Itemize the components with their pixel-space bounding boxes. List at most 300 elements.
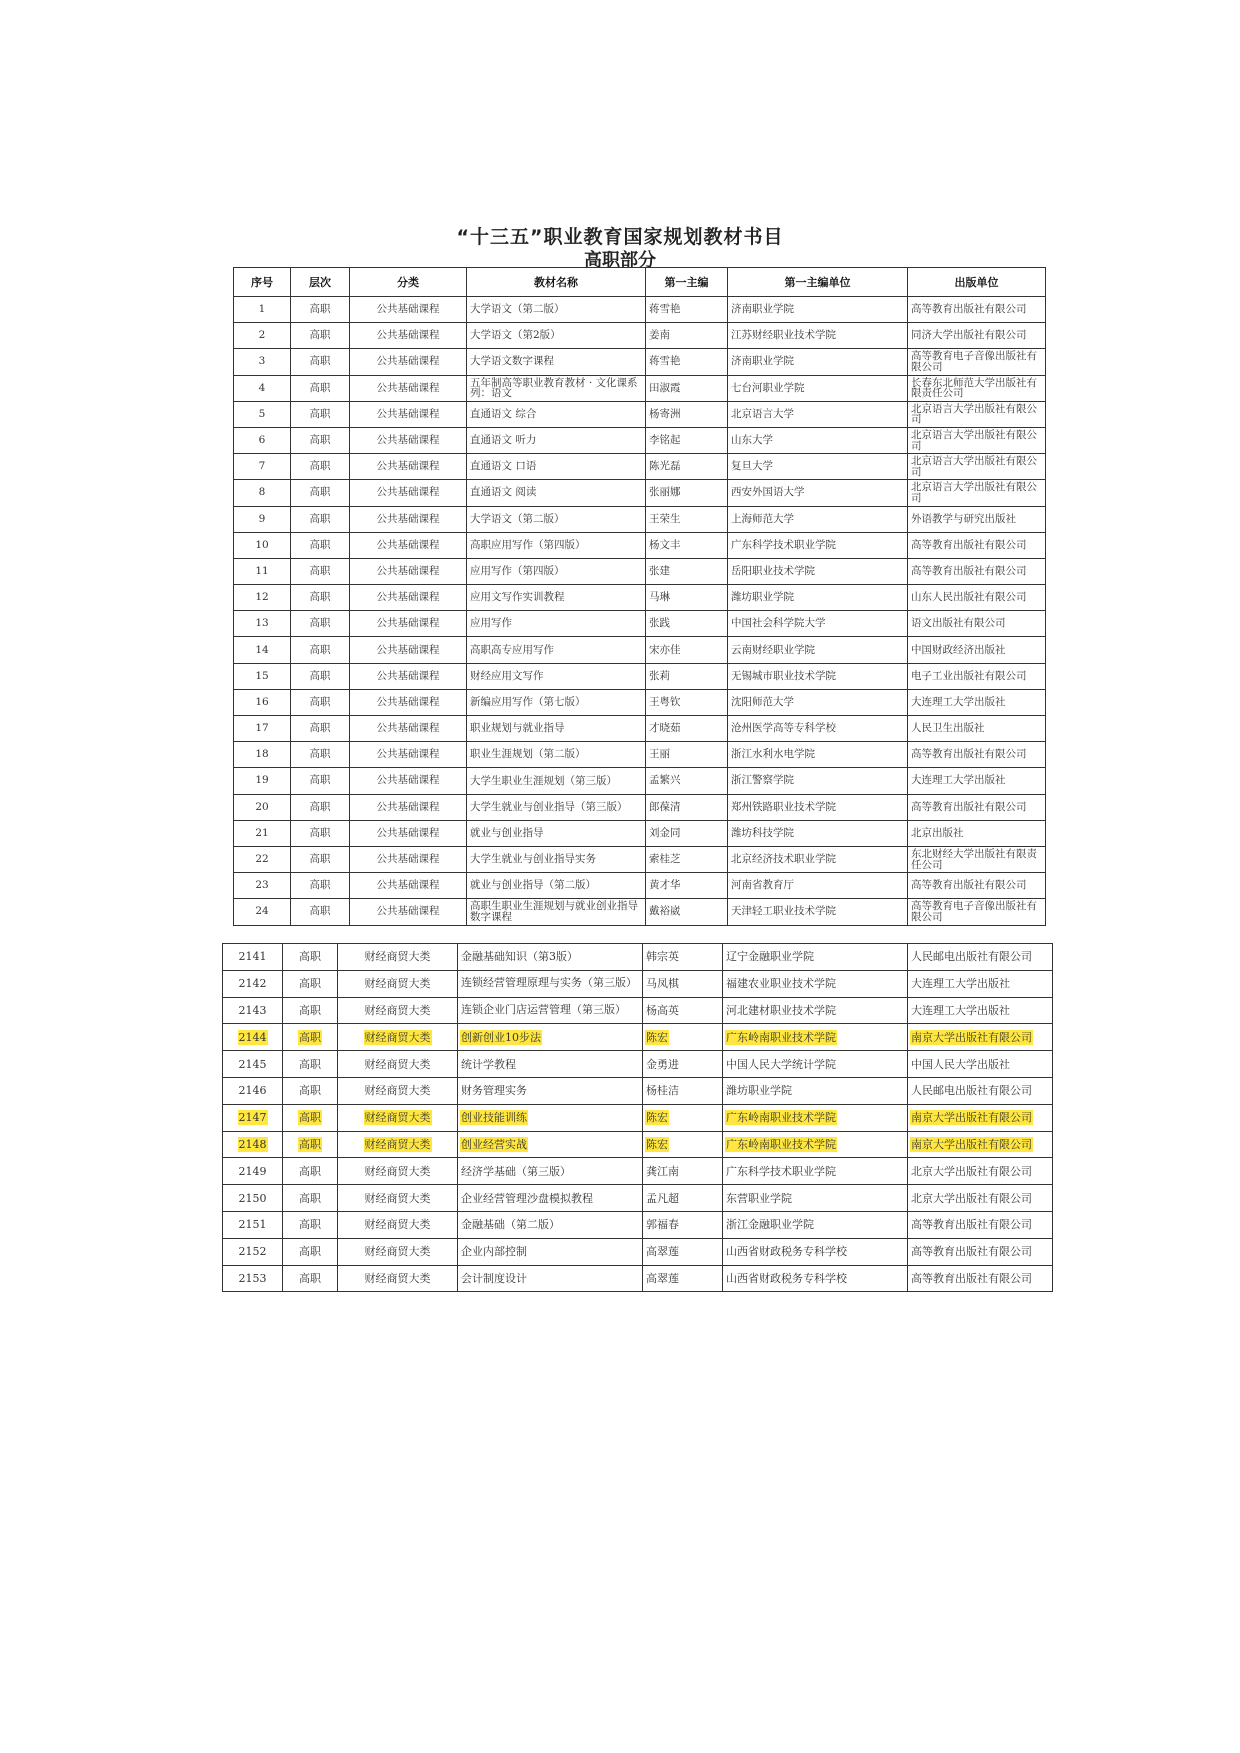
cell-chief-editor-text: 郭福春 [646,1218,679,1232]
cell-level: 高职 [291,716,350,742]
cell-level [283,970,338,997]
cell-level-text: 高职 [299,977,321,991]
cell-publisher: 中国财政经济出版社 [908,637,1046,663]
cell-editor-unit: 七台河职业学院 [728,375,908,401]
cell-editor-unit: 济南职业学院 [728,349,908,375]
cell-textbook-name [458,1051,643,1078]
cell-category: 公共基础课程 [350,375,467,401]
cell-category: 公共基础课程 [350,611,467,637]
cell-textbook-name: 大学生职业生涯规划（第三版） [467,768,646,794]
cell-publisher: 电子工业出版社有限公司 [908,663,1046,689]
cell-textbook-name: 大学语文（第二版） [467,297,646,323]
cell-editor-unit: 山东大学 [728,427,908,453]
cell-publisher: 长春东北师范大学出版社有限责任公司 [908,375,1046,401]
cell-chief-editor: 戴裕崴 [646,899,728,925]
table-row [223,1077,1053,1104]
cell-category: 公共基础课程 [350,427,467,453]
cell-level: 高职 [291,506,350,532]
cell-editor-unit: 广东科学技术职业学院 [728,532,908,558]
cell-editor-unit [723,1211,908,1238]
table-row [234,427,1046,453]
cell-category [338,1158,458,1185]
cell-index [223,970,283,997]
cell-editor-unit: 上海师范大学 [728,506,908,532]
cell-category-text: 财经商贸大类 [364,1137,431,1151]
cell-editor-unit: 浙江警察学院 [728,768,908,794]
cell-publisher: 北京语言大学出版社有限公司 [908,480,1046,506]
table-row [223,1211,1053,1238]
cell-chief-editor: 杨寄洲 [646,401,728,427]
cell-textbook-name-text: 企业经营管理沙盘模拟教程 [461,1191,593,1205]
cell-chief-editor [643,1158,723,1185]
cell-level [283,1051,338,1078]
cell-publisher-text: 南京大学出版社有限公司 [911,1111,1032,1125]
cell-chief-editor: 王丽 [646,742,728,768]
cell-level: 高职 [291,349,350,375]
cell-category [338,1024,458,1051]
cell-category-text: 财经商贸大类 [364,977,431,991]
cell-textbook-name-text: 创新创业10步法 [461,1030,541,1044]
table-row [223,1158,1053,1185]
cell-textbook-name [458,970,643,997]
cell-index-text: 2152 [238,1245,267,1259]
cell-publisher [908,1051,1053,1078]
table-row [223,1238,1053,1265]
cell-level: 高职 [291,873,350,899]
cell-editor-unit [723,1024,908,1051]
cell-chief-editor: 张丽娜 [646,480,728,506]
table-row [223,1185,1053,1212]
table-row [234,323,1046,349]
cell-level [283,1077,338,1104]
cell-index: 6 [234,427,291,453]
cell-chief-editor [643,1077,723,1104]
cell-category: 公共基础课程 [350,742,467,768]
cell-category-text: 财经商贸大类 [364,1191,431,1205]
cell-level: 高职 [291,742,350,768]
cell-publisher: 东北财经大学出版社有限责任公司 [908,846,1046,872]
cell-level: 高职 [291,297,350,323]
cell-textbook-name: 就业与创业指导 [467,820,646,846]
cell-chief-editor [643,1185,723,1212]
cell-textbook-name [458,1265,643,1292]
cell-level: 高职 [291,663,350,689]
cell-textbook-name: 新编应用写作（第七版） [467,689,646,715]
cell-editor-unit-text: 山西省财政税务专科学校 [726,1245,847,1259]
header-category: 分类 [350,268,467,297]
cell-level-text: 高职 [299,1030,321,1044]
cell-index: 20 [234,794,291,820]
cell-category [338,1131,458,1158]
table-row [223,1104,1053,1131]
cell-textbook-name: 财经应用文写作 [467,663,646,689]
cell-index-text: 2142 [238,977,267,991]
cell-publisher-text: 南京大学出版社有限公司 [911,1137,1032,1151]
cell-category [338,970,458,997]
textbook-table-bottom [222,943,1053,1292]
cell-index: 2 [234,323,291,349]
cell-category: 公共基础课程 [350,873,467,899]
cell-chief-editor [643,1265,723,1292]
cell-editor-unit-text: 河北建材职业技术学院 [726,1003,836,1017]
cell-chief-editor: 张莉 [646,663,728,689]
cell-category: 公共基础课程 [350,794,467,820]
cell-category: 公共基础课程 [350,532,467,558]
table-row [223,1131,1053,1158]
cell-editor-unit [723,1185,908,1212]
cell-editor-unit: 中国社会科学院大学 [728,611,908,637]
cell-level-text: 高职 [299,1218,321,1232]
cell-editor-unit [723,1158,908,1185]
header-textbook-name: 教材名称 [467,268,646,297]
cell-level-text: 高职 [299,950,321,964]
cell-textbook-name-text: 会计制度设计 [461,1271,527,1285]
table-row [223,944,1053,971]
cell-chief-editor-text: 孟凡超 [646,1191,679,1205]
cell-chief-editor [643,1131,723,1158]
cell-editor-unit: 云南财经职业学院 [728,637,908,663]
cell-textbook-name: 应用写作 [467,611,646,637]
cell-textbook-name: 大学生就业与创业指导（第三版） [467,794,646,820]
table-row [234,349,1046,375]
cell-chief-editor [643,997,723,1024]
cell-level: 高职 [291,375,350,401]
table-row [223,1265,1053,1292]
cell-chief-editor-text: 龚江南 [646,1164,679,1178]
cell-editor-unit [723,1265,908,1292]
cell-publisher-text: 中国人民大学出版社 [911,1057,1010,1071]
cell-publisher [908,997,1053,1024]
cell-textbook-name: 直通语文 阅读 [467,480,646,506]
cell-index: 1 [234,297,291,323]
cell-textbook-name: 应用文写作实训教程 [467,585,646,611]
cell-editor-unit-text: 浙江金融职业学院 [726,1218,814,1232]
cell-publisher: 同济大学出版社有限公司 [908,323,1046,349]
cell-index: 23 [234,873,291,899]
cell-index [223,1265,283,1292]
cell-category: 公共基础课程 [350,506,467,532]
cell-chief-editor: 黄才华 [646,873,728,899]
cell-chief-editor [643,970,723,997]
cell-category [338,944,458,971]
cell-publisher: 北京出版社 [908,820,1046,846]
cell-category: 公共基础课程 [350,585,467,611]
cell-level [283,1131,338,1158]
cell-textbook-name-text: 金融基础知识（第3版） [461,950,578,964]
cell-editor-unit: 浙江水利水电学院 [728,742,908,768]
cell-textbook-name [458,1131,643,1158]
table-row [234,375,1046,401]
cell-index: 13 [234,611,291,637]
cell-level: 高职 [291,899,350,925]
cell-level [283,1158,338,1185]
cell-editor-unit: 西安外国语大学 [728,480,908,506]
cell-editor-unit [723,1238,908,1265]
cell-editor-unit: 河南省教育厅 [728,873,908,899]
cell-editor-unit [723,1131,908,1158]
cell-editor-unit [723,997,908,1024]
cell-textbook-name: 高职生职业生涯规划与就业创业指导数字课程 [467,899,646,925]
cell-index-text: 2150 [238,1191,267,1205]
cell-category: 公共基础课程 [350,480,467,506]
cell-chief-editor-text: 陈宏 [646,1111,668,1125]
cell-publisher [908,1265,1053,1292]
cell-chief-editor: 王荣生 [646,506,728,532]
cell-editor-unit-text: 东营职业学院 [726,1191,792,1205]
cell-category-text: 财经商贸大类 [364,1245,431,1259]
cell-category-text: 财经商贸大类 [364,1030,431,1044]
cell-level: 高职 [291,532,350,558]
cell-chief-editor: 才晓茹 [646,716,728,742]
table-row [234,846,1046,872]
cell-publisher: 人民卫生出版社 [908,716,1046,742]
cell-publisher: 高等教育电子音像出版社有限公司 [908,899,1046,925]
cell-textbook-name-text: 企业内部控制 [461,1245,527,1259]
cell-level-text: 高职 [299,1245,321,1259]
table-row [234,689,1046,715]
header-publisher: 出版单位 [908,268,1046,297]
table-row [234,899,1046,925]
cell-level: 高职 [291,637,350,663]
cell-chief-editor [643,944,723,971]
cell-editor-unit: 岳阳职业技术学院 [728,558,908,584]
cell-index: 22 [234,846,291,872]
cell-level: 高职 [291,480,350,506]
cell-publisher: 高等教育出版社有限公司 [908,794,1046,820]
cell-textbook-name: 大学生就业与创业指导实务 [467,846,646,872]
table-row [223,1051,1053,1078]
cell-textbook-name [458,1238,643,1265]
cell-textbook-name: 就业与创业指导（第二版） [467,873,646,899]
cell-index: 16 [234,689,291,715]
cell-textbook-name-text: 创业技能训练 [461,1111,527,1125]
cell-level [283,1024,338,1051]
cell-level: 高职 [291,794,350,820]
cell-chief-editor-text: 陈宏 [646,1030,668,1044]
cell-chief-editor [643,1238,723,1265]
table-row [234,820,1046,846]
cell-level-text: 高职 [299,1111,321,1125]
cell-textbook-name-text: 财务管理实务 [461,1084,527,1098]
cell-category: 公共基础课程 [350,899,467,925]
document-subtitle: 高职部分 [584,250,656,271]
cell-publisher [908,1211,1053,1238]
cell-index-text: 2149 [238,1164,267,1178]
table-row [223,1024,1053,1051]
cell-publisher: 大连理工大学出版社 [908,689,1046,715]
cell-category [338,1051,458,1078]
table-row [234,637,1046,663]
cell-publisher [908,1104,1053,1131]
cell-textbook-name-text: 创业经营实战 [461,1137,527,1151]
cell-textbook-name-text: 连锁经营管理原理与实务（第三版） [461,976,637,990]
cell-index: 14 [234,637,291,663]
cell-chief-editor: 杨文丰 [646,532,728,558]
cell-chief-editor-text: 高翠莲 [646,1271,679,1285]
cell-chief-editor: 田淑霞 [646,375,728,401]
cell-publisher-text: 南京大学出版社有限公司 [911,1030,1032,1044]
cell-index: 7 [234,454,291,480]
cell-publisher: 北京语言大学出版社有限公司 [908,401,1046,427]
cell-publisher: 高等教育电子音像出版社有限公司 [908,349,1046,375]
cell-editor-unit-text: 广东岭南职业技术学院 [726,1111,836,1125]
cell-index-text: 2141 [238,950,267,964]
table-row [234,585,1046,611]
cell-category: 公共基础课程 [350,349,467,375]
cell-category-text: 财经商贸大类 [364,950,431,964]
cell-chief-editor [643,1051,723,1078]
cell-category: 公共基础课程 [350,297,467,323]
cell-textbook-name: 直通语文 综合 [467,401,646,427]
cell-category: 公共基础课程 [350,820,467,846]
cell-editor-unit: 天津轻工职业技术学院 [728,899,908,925]
cell-chief-editor: 姜南 [646,323,728,349]
cell-editor-unit [723,1077,908,1104]
cell-index [223,1158,283,1185]
cell-textbook-name [458,997,643,1024]
cell-publisher-text: 北京大学出版社有限公司 [911,1191,1032,1205]
header-editor-unit: 第一主编单位 [728,268,908,297]
cell-publisher: 外语教学与研究出版社 [908,506,1046,532]
cell-level-text: 高职 [299,1057,321,1071]
cell-publisher-text: 北京大学出版社有限公司 [911,1164,1032,1178]
cell-category [338,1238,458,1265]
cell-editor-unit: 潍坊职业学院 [728,585,908,611]
cell-textbook-name: 大学语文数字课程 [467,349,646,375]
header-index: 序号 [234,268,291,297]
cell-chief-editor-text: 杨高英 [646,1003,679,1017]
cell-editor-unit: 无锡城市职业技术学院 [728,663,908,689]
table-row [234,297,1046,323]
cell-publisher [908,1185,1053,1212]
cell-publisher [908,970,1053,997]
cell-chief-editor: 李铭起 [646,427,728,453]
cell-category [338,1077,458,1104]
cell-editor-unit [723,1051,908,1078]
cell-editor-unit [723,944,908,971]
cell-chief-editor: 王粤钦 [646,689,728,715]
cell-editor-unit-text: 潍坊职业学院 [726,1084,792,1098]
table-row [234,454,1046,480]
cell-publisher: 高等教育出版社有限公司 [908,742,1046,768]
table-row [234,532,1046,558]
cell-publisher: 高等教育出版社有限公司 [908,532,1046,558]
cell-textbook-name: 直通语文 口语 [467,454,646,480]
cell-editor-unit: 北京语言大学 [728,401,908,427]
cell-index-text: 2145 [238,1057,267,1071]
cell-publisher [908,1158,1053,1185]
table-row [234,611,1046,637]
textbook-table-top [233,267,1046,926]
cell-index [223,997,283,1024]
cell-index-text: 2153 [238,1271,267,1285]
cell-textbook-name: 大学语文（第二版） [467,506,646,532]
cell-chief-editor: 蒋雪艳 [646,349,728,375]
cell-category: 公共基础课程 [350,768,467,794]
cell-level: 高职 [291,585,350,611]
cell-editor-unit: 沧州医学高等专科学校 [728,716,908,742]
cell-publisher [908,944,1053,971]
table-header-row [234,268,1046,297]
cell-editor-unit [723,970,908,997]
cell-chief-editor: 宋亦佳 [646,637,728,663]
cell-chief-editor: 索桂芝 [646,846,728,872]
cell-textbook-name: 职业规划与就业指导 [467,716,646,742]
cell-editor-unit: 沈阳师范大学 [728,689,908,715]
cell-index-text: 2148 [238,1137,267,1151]
cell-textbook-name-text: 金融基础（第二版） [461,1218,560,1232]
cell-index: 9 [234,506,291,532]
cell-index: 10 [234,532,291,558]
cell-publisher [908,1131,1053,1158]
header-level: 层次 [291,268,350,297]
cell-index: 18 [234,742,291,768]
cell-category [338,1104,458,1131]
cell-textbook-name: 五年制高等职业教育教材 · 文化课系列：语文 [467,375,646,401]
cell-editor-unit-text: 山西省财政税务专科学校 [726,1271,847,1285]
cell-level: 高职 [291,323,350,349]
cell-textbook-name [458,1104,643,1131]
cell-index: 3 [234,349,291,375]
cell-index-text: 2144 [238,1030,267,1044]
cell-editor-unit: 济南职业学院 [728,297,908,323]
cell-index: 19 [234,768,291,794]
cell-index [223,1077,283,1104]
cell-chief-editor: 刘金同 [646,820,728,846]
cell-index: 12 [234,585,291,611]
cell-textbook-name-text: 统计学教程 [461,1057,516,1071]
cell-index: 24 [234,899,291,925]
cell-publisher: 北京语言大学出版社有限公司 [908,427,1046,453]
cell-category-text: 财经商贸大类 [364,1057,431,1071]
cell-textbook-name [458,1185,643,1212]
cell-textbook-name: 直通语文 听力 [467,427,646,453]
cell-chief-editor [643,1211,723,1238]
cell-index [223,1211,283,1238]
cell-chief-editor: 郎葆清 [646,794,728,820]
cell-textbook-name [458,1158,643,1185]
cell-editor-unit-text: 辽宁金融职业学院 [726,950,814,964]
cell-chief-editor: 张建 [646,558,728,584]
cell-publisher: 高等教育出版社有限公司 [908,297,1046,323]
table-row [234,558,1046,584]
cell-editor-unit-text: 福建农业职业技术学院 [726,977,836,991]
cell-category-text: 财经商贸大类 [364,1084,431,1098]
cell-publisher-text: 大连理工大学出版社 [911,1003,1010,1017]
cell-level: 高职 [291,689,350,715]
cell-category [338,1265,458,1292]
cell-publisher: 高等教育出版社有限公司 [908,873,1046,899]
cell-editor-unit-text: 广东岭南职业技术学院 [726,1030,836,1044]
cell-publisher [908,1077,1053,1104]
cell-chief-editor-text: 马凤棋 [646,977,679,991]
cell-category: 公共基础课程 [350,558,467,584]
cell-publisher: 语文出版社有限公司 [908,611,1046,637]
cell-index: 11 [234,558,291,584]
cell-chief-editor-text: 韩宗英 [646,950,679,964]
cell-index: 21 [234,820,291,846]
cell-textbook-name-text: 经济学基础（第三版） [461,1164,571,1178]
table-row [234,506,1046,532]
table-row [234,742,1046,768]
cell-index-text: 2146 [238,1084,267,1098]
cell-index [223,944,283,971]
cell-category [338,1211,458,1238]
cell-textbook-name: 职业生涯规划（第二版） [467,742,646,768]
cell-textbook-name [458,944,643,971]
cell-index: 8 [234,480,291,506]
cell-index [223,1185,283,1212]
